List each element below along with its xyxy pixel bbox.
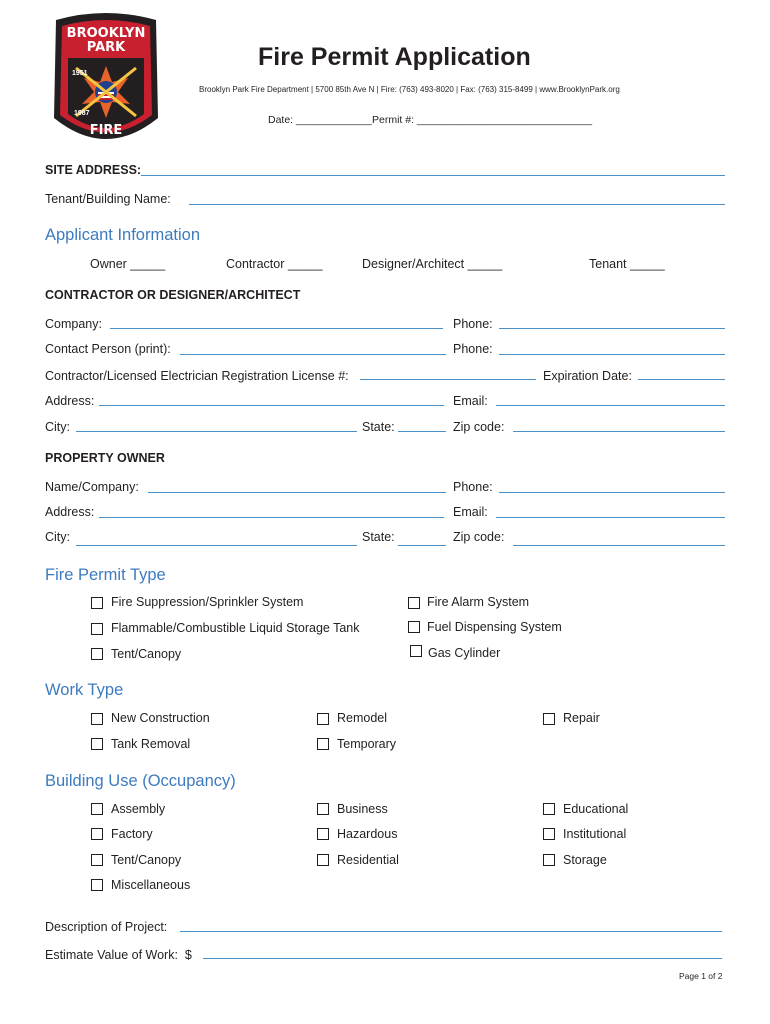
contractor-state-input[interactable] (398, 431, 446, 432)
license-input[interactable] (360, 379, 536, 380)
option-fire-suppression-label: Fire Suppression/Sprinkler System (111, 595, 304, 609)
tenant-building-label: Tenant/Building Name: (45, 192, 171, 206)
owner-name-input[interactable] (148, 492, 446, 493)
logo-text-top: BROOKLYN (66, 26, 146, 41)
option-permit-tent-canopy-label: Tent/Canopy (111, 647, 182, 661)
option-repair-label: Repair (563, 711, 600, 725)
owner-phone-input[interactable] (499, 492, 725, 493)
option-remodel-label: Remodel (337, 711, 388, 725)
department-logo (46, 10, 166, 152)
site-address-label: SITE ADDRESS: (45, 163, 142, 177)
option-fuel-dispensing-label: Fuel Dispensing System (427, 620, 562, 634)
permit-number-field[interactable]: Permit #: ______________________________ (372, 114, 593, 126)
contractor-email-label: Email: (453, 394, 488, 408)
owner-address-input[interactable] (99, 517, 444, 518)
option-educational-label: Educational (563, 802, 629, 816)
owner-email-input[interactable] (496, 517, 725, 518)
checkbox-repair[interactable] (543, 713, 555, 725)
logo-text-bottom: FIRE (89, 123, 123, 138)
owner-state-label: State: (362, 530, 395, 544)
work-type-heading: Work Type (45, 681, 124, 699)
option-storage-tank-label: Flammable/Combustible Liquid Storage Tank (111, 621, 360, 635)
owner-name-label: Name/Company: (45, 480, 139, 494)
applicant-option-designer[interactable]: Designer/Architect _____ (362, 257, 503, 271)
option-gas-cylinder-label: Gas Cylinder (428, 646, 501, 660)
checkbox-gas-cylinder[interactable] (410, 645, 422, 657)
checkbox-storage[interactable] (543, 854, 555, 866)
option-institutional-label: Institutional (563, 827, 627, 841)
owner-address-label: Address: (45, 505, 95, 519)
contractor-address-label: Address: (45, 394, 95, 408)
option-assembly-label: Assembly (111, 802, 166, 816)
checkbox-assembly[interactable] (91, 803, 103, 815)
owner-city-label: City: (45, 530, 70, 544)
checkbox-hazardous[interactable] (317, 828, 329, 840)
owner-state-input[interactable] (398, 545, 446, 546)
contractor-zip-input[interactable] (513, 431, 725, 432)
license-label: Contractor/Licensed Electrician Registration License #: (45, 369, 349, 383)
option-business-label: Business (337, 802, 388, 816)
contractor-company-label: Company: (45, 317, 102, 331)
checkbox-temporary[interactable] (317, 738, 329, 750)
checkbox-permit-tent-canopy[interactable] (91, 648, 103, 660)
expiration-date-input[interactable] (638, 379, 725, 380)
option-storage-label: Storage (563, 853, 607, 867)
page-title: Fire Permit Application (258, 43, 531, 71)
checkbox-occupancy-tent-canopy[interactable] (91, 854, 103, 866)
owner-city-input[interactable] (76, 545, 357, 546)
option-fire-alarm-label: Fire Alarm System (427, 595, 530, 609)
logo-text-mid: PARK (86, 40, 126, 55)
checkbox-storage-tank[interactable] (91, 623, 103, 635)
estimate-value-input[interactable] (203, 958, 722, 959)
checkbox-factory[interactable] (91, 828, 103, 840)
checkbox-miscellaneous[interactable] (91, 879, 103, 891)
option-tank-removal-label: Tank Removal (111, 737, 191, 751)
tenant-building-input[interactable] (189, 204, 725, 205)
date-field[interactable]: Date: _____________ (268, 114, 372, 126)
contractor-state-label: State: (362, 420, 395, 434)
checkbox-fire-alarm[interactable] (408, 597, 420, 609)
checkbox-institutional[interactable] (543, 828, 555, 840)
contractor-company-input[interactable] (110, 328, 443, 329)
contact-phone-label: Phone: (453, 342, 493, 356)
expiration-date-label: Expiration Date: (543, 369, 632, 383)
checkbox-new-construction[interactable] (91, 713, 103, 725)
option-new-construction-label: New Construction (111, 711, 210, 725)
project-description-label: Description of Project: (45, 920, 168, 934)
logo-year-right: 1987 (74, 110, 90, 117)
checkbox-fuel-dispensing[interactable] (408, 621, 420, 633)
building-use-heading: Building Use (Occupancy) (45, 772, 236, 790)
option-factory-label: Factory (111, 827, 153, 841)
checkbox-fire-suppression[interactable] (91, 597, 103, 609)
owner-zip-label: Zip code: (453, 530, 505, 544)
checkbox-residential[interactable] (317, 854, 329, 866)
site-address-input[interactable] (141, 175, 725, 176)
project-description-input[interactable] (180, 931, 722, 932)
option-miscellaneous-label: Miscellaneous (111, 878, 191, 892)
fire-permit-type-heading: Fire Permit Type (45, 566, 166, 584)
logo-year-left: 1951 (72, 70, 88, 77)
owner-zip-input[interactable] (513, 545, 725, 546)
option-hazardous-label: Hazardous (337, 827, 398, 841)
department-contact-line: Brooklyn Park Fire Department | 5700 85th Ave N | Fire: (763) 493-8020 | Fax: (763) 315-8499 | www.BrooklynPark.org (199, 85, 620, 94)
checkbox-educational[interactable] (543, 803, 555, 815)
contractor-phone-label: Phone: (453, 317, 493, 331)
estimate-value-label: Estimate Value of Work: $ (45, 948, 192, 962)
option-occupancy-tent-canopy-label: Tent/Canopy (111, 853, 182, 867)
contact-person-input[interactable] (180, 354, 446, 355)
contact-person-label: Contact Person (print): (45, 342, 171, 356)
contractor-heading: CONTRACTOR OR DESIGNER/ARCHITECT (45, 288, 301, 302)
checkbox-tank-removal[interactable] (91, 738, 103, 750)
applicant-option-tenant[interactable]: Tenant _____ (589, 257, 665, 271)
contractor-email-input[interactable] (496, 405, 725, 406)
checkbox-business[interactable] (317, 803, 329, 815)
contact-phone-input[interactable] (499, 354, 725, 355)
contractor-city-input[interactable] (76, 431, 357, 432)
applicant-option-contractor[interactable]: Contractor _____ (226, 257, 323, 271)
contractor-phone-input[interactable] (499, 328, 725, 329)
option-temporary-label: Temporary (337, 737, 397, 751)
applicant-information-heading: Applicant Information (45, 226, 201, 244)
applicant-option-owner[interactable]: Owner _____ (90, 257, 166, 271)
owner-phone-label: Phone: (453, 480, 493, 494)
page-number: Page 1 of 2 (679, 971, 723, 981)
contractor-address-input[interactable] (99, 405, 444, 406)
owner-email-label: Email: (453, 505, 488, 519)
option-residential-label: Residential (337, 853, 399, 867)
contractor-zip-label: Zip code: (453, 420, 505, 434)
property-owner-heading: PROPERTY OWNER (45, 451, 165, 465)
checkbox-remodel[interactable] (317, 713, 329, 725)
contractor-city-label: City: (45, 420, 70, 434)
